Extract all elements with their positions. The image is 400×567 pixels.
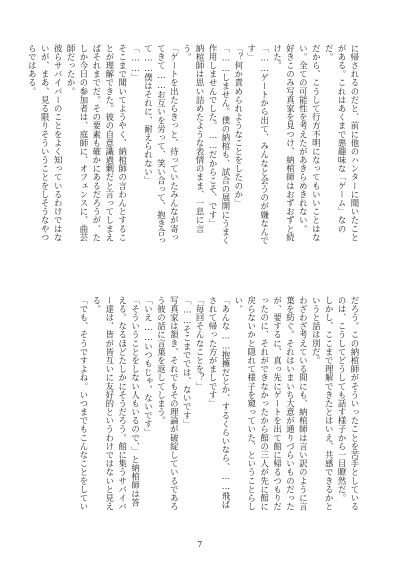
page-number: 7 (197, 540, 203, 549)
body-text-lower: だろう。この納棺師がそういったことを苦手としているのは、こうしてどうしても話す様子から一目瞭然だ。 しかし、ここまで理解できたとはいえ、共感できるかというと話は別だ。 わざわざ考えている間にも、納棺師は言い訳のように言葉を紡ぐ。それはいまいち大意が通りづらいものだったが、要するに、真っ先にゲートを出て館に帰るつもりだったのに、それができなかったから館の三人が先に館に戻らないかと隠れて様子を窺っていた、ということらしい。 「あんな……抱擁だとか、するくらいなら、……飛ばされて帰った方がましです」 「毎回そんなことを？」 「……そこまででは、ないです」 写真家は頷き、それでもその理論が破綻しているであろう彼の話に言葉を返してしまう。 「いえ……いつもじゃ、ないです」 「そういうことをしない人もいるので、」と納棺師は答える。なるほどたしかにそうだろう。館に集うサバイバー達は、皆が皆互いに友好的というわけではないと見える。 「でも、そうですよね。いつまでもこんなことをしてい (78, 296, 360, 511)
body-text-upper: に帰されるのだと、前に他のハンターに聞いたことがある。これはあくまで悪趣味な「ゲーム」なのだ。 だから、こうして行方不明になってもいいことはない。全ての可能性を考えたがあきらめきれない。 好きこのみ写真家を見つけ、納棺師はおずおずと続けた。 「……ゲートから出て、みんなと会うのが嫌なんです」 「？何か責められようなことをしたのか」 「……しません。僕の納棺も、試合の展開にうまく作用しませんでした。……だからこそ、です」 納棺師は思い詰めたような表情のまま、一息に言う。 「ゲートを出たらきっと、待っていたみんなが寄ってきて……お互いを労って、笑い合って、抱き合って……僕はそれに、耐えられない」 「……」 そこまで聞いてようやく、納棺師の言わんとすることが理解できた。彼の自意識過剰だと言ってしまえばそれまでだ。その要素も確かにあるだろうが、たしか今日の参加者は、庭師に、オフェンスに、曲芸師だったか。 彼らサバイバーのことをよく知っているわけではないが、まあ、見る限りそういうことをしそうなやつらではある。 (27, 44, 360, 245)
